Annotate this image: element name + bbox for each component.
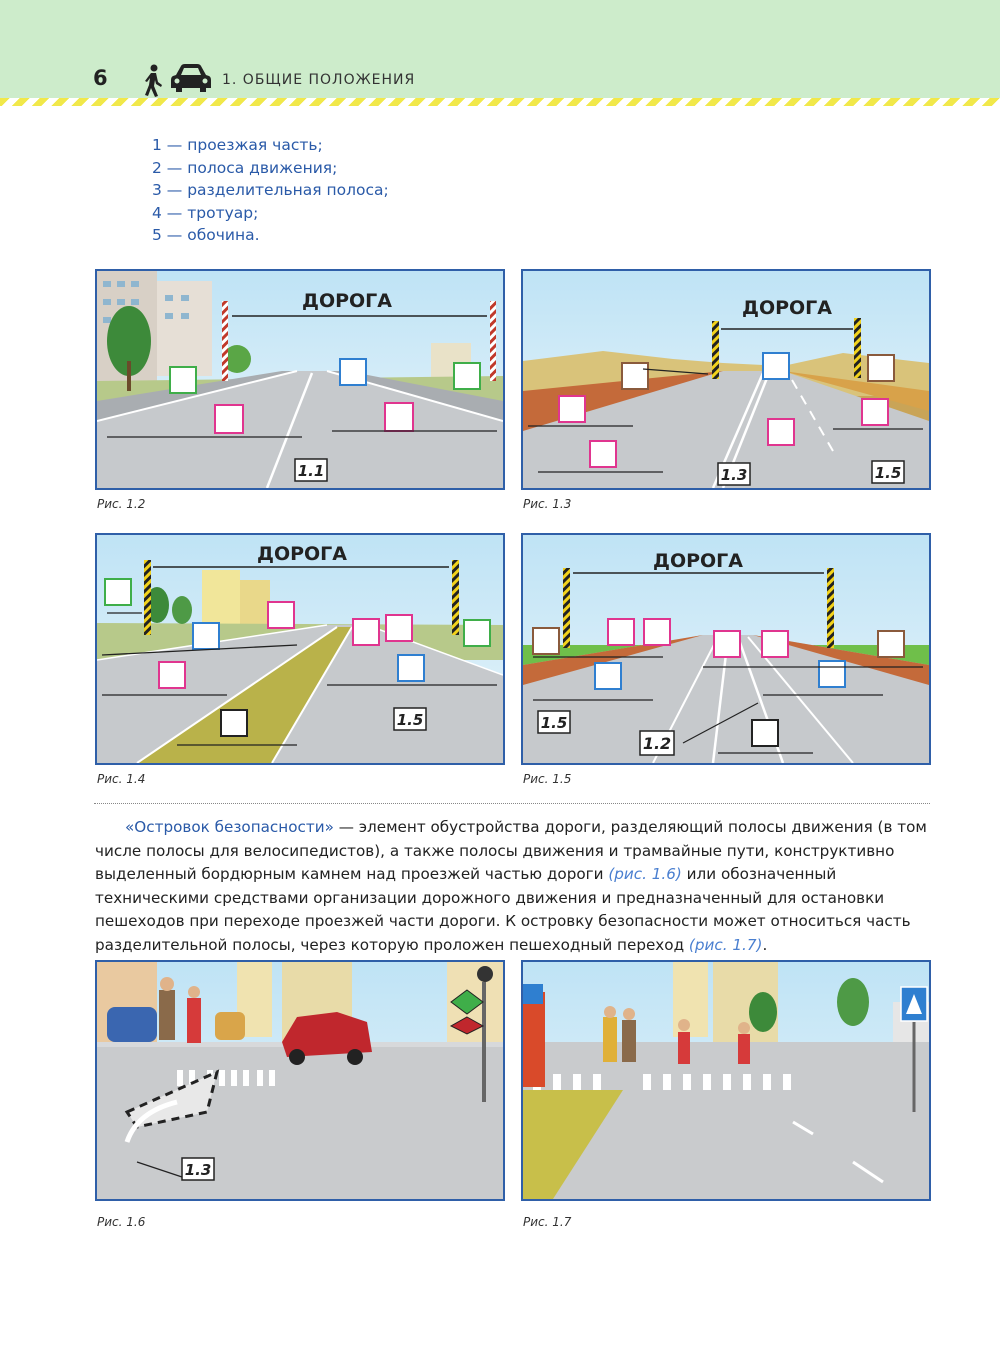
section-divider	[94, 803, 930, 804]
marking-label: 1.1	[297, 462, 325, 480]
figure-caption: Рис. 1.6	[97, 1215, 146, 1229]
marking-label: 1.5	[396, 711, 424, 729]
figure-caption: Рис. 1.3	[523, 497, 572, 511]
chapter-title: 1. ОБЩИЕ ПОЛОЖЕНИЯ	[222, 72, 416, 88]
figure-caption: Рис. 1.2	[97, 497, 146, 511]
figure-caption: Рис. 1.5	[523, 772, 572, 786]
figure-1-6	[95, 960, 505, 1201]
road-label: ДОРОГА	[742, 297, 832, 319]
figure-ref-link[interactable]: (рис. 1.7)	[688, 935, 763, 954]
marking-label: 1.5	[874, 464, 902, 482]
legend-item: 4 — тротуар;	[152, 203, 259, 222]
header-stripe	[0, 98, 1000, 106]
figure-1-5	[521, 533, 931, 765]
legend-list	[152, 134, 389, 247]
marking-label: 1.2	[642, 734, 672, 753]
marking-label: 1.3	[184, 1161, 212, 1179]
legend-item: 5 — обочина.	[152, 226, 260, 244]
legend-item: 2 — полоса движения;	[152, 158, 338, 177]
figure-1-4	[95, 533, 505, 765]
pedestrian-icon	[142, 64, 164, 98]
figure-1-3	[521, 269, 931, 490]
figure-1-2	[95, 269, 505, 490]
figure-caption: Рис. 1.4	[97, 772, 146, 786]
marking-label: 1.3	[720, 466, 748, 484]
legend-item: 3 — разделительная полоса;	[152, 181, 389, 199]
figure-1-7	[521, 960, 931, 1201]
road-label: ДОРОГА	[653, 550, 743, 572]
figure-caption: Рис. 1.7	[523, 1215, 572, 1229]
page-number: 6	[93, 66, 108, 90]
definition-paragraph: «Островок безопасности» — элемент обустройства дороги, разделяющий полосы движения (в том числе полосы для велосипедистов), а также полосы движения и трамвайные пути, конструктивно выделенный бордюрным камнем над проезжей частью дороги (рис. 1.6) или обозначенный техническими средствами организации дорожного движения и предназначенный для остановки пешеходов при переходе проезжей части дороги. К островку безопасности может относиться часть разделительной полосы, через которую проложен пешеходный переход (рис. 1.7).	[95, 818, 927, 954]
legend-item: 1 — проезжая часть;	[152, 136, 323, 154]
marking-label: 1.5	[540, 714, 568, 732]
road-label: ДОРОГА	[257, 543, 347, 565]
figure-ref-link[interactable]: (рис. 1.6)	[608, 865, 682, 883]
road-label: ДОРОГА	[302, 290, 392, 312]
car-icon	[170, 63, 212, 95]
term: «Островок безопасности»	[125, 818, 334, 836]
